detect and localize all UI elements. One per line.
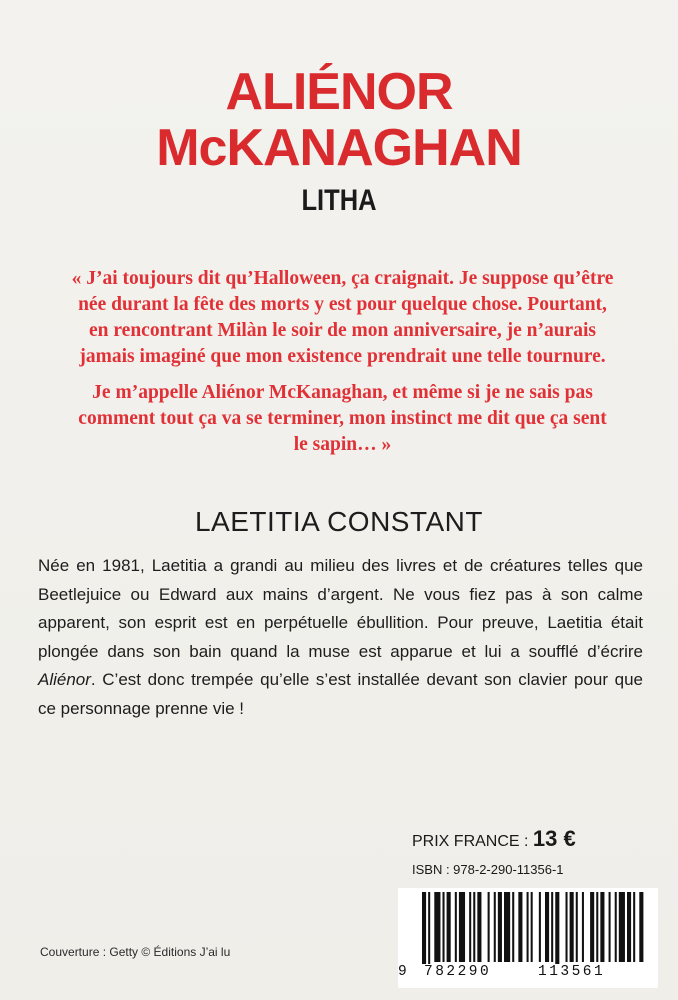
barcode-group-1: 782290 [424, 964, 492, 980]
barcode-bar [488, 892, 490, 962]
barcode-bar [609, 892, 611, 962]
bio-author-heading: LAETITIA CONSTANT [194, 506, 484, 537]
barcode-bar [494, 892, 496, 962]
author-bio [38, 552, 643, 724]
barcode-bar [443, 892, 445, 962]
barcode-bar [619, 892, 625, 962]
barcode-bar [518, 892, 522, 962]
price-label: PRIX FRANCE : [412, 833, 533, 850]
barcode-group-2: 113561 [538, 964, 606, 980]
barcode-bar [615, 892, 617, 962]
barcode-bar [428, 892, 430, 964]
cover-credit: Couverture : Getty © Éditions J’ai lu [40, 945, 231, 959]
barcode-bar [596, 892, 598, 962]
barcode-bar [512, 892, 514, 962]
blurb-paragraph-1: « J’ai toujours dit qu’Halloween, ça craignait. Je suppose qu’être née durant la fête des morts y est pour quelque chose. Pourtant, en rencontrant Milàn le soir de mon anniversaire, je n’aurais jamais imaginé que mon existence prendrait une telle tournure. [71, 268, 614, 367]
barcode-bar [555, 892, 559, 964]
barcode-bar [566, 892, 568, 962]
barcode-bar [477, 892, 481, 962]
price-amount: 13 € [532, 826, 576, 851]
barcode-bar [551, 892, 553, 962]
barcode-bar [590, 892, 594, 962]
blurb-quote [70, 266, 615, 468]
bio-text-end: . C’est donc trempée qu’elle s’est installée devant son clavier pour que ce personnage prenne vie ! [38, 670, 643, 718]
author-name-line2: McKANAGHAN [156, 119, 522, 177]
barcode-bar [473, 892, 475, 962]
barcode-bar [498, 892, 502, 962]
barcode-bar [570, 892, 574, 962]
barcode-bar [469, 892, 471, 962]
barcode-bar [600, 892, 604, 962]
barcode-bar [504, 892, 510, 962]
barcode-bar [434, 892, 440, 962]
barcode-bar [627, 892, 631, 962]
barcode-bar [582, 892, 584, 962]
barcode-bar [545, 892, 549, 962]
barcode-bar [455, 892, 457, 962]
barcode-bar [539, 892, 541, 962]
bio-book-name: Aliénor [38, 670, 91, 690]
barcode-bar [531, 892, 533, 962]
isbn-number: ISBN : 978-2-290-11356-1 [412, 862, 564, 877]
barcode-bar [527, 892, 529, 962]
book-title: LITHA [301, 184, 377, 217]
author-name-line1: ALIÉNOR [225, 63, 453, 121]
barcode-bar [576, 892, 578, 962]
barcode-bar [639, 892, 643, 962]
barcode [398, 888, 658, 988]
barcode-digit-first: 9 [398, 964, 410, 980]
bio-text-start: Née en 1981, Laetitia a grandi au milieu des livres et de créatures telles que Beetlejuice ou Edward aux mains d’argent. Ne vous fiez pas à son calme apparent, son esprit est en perpétuelle ébullition. Pour preuve, Laetitia était plongée dans son bain quand la muse est apparue et lui a soufflé d’écrire [38, 556, 643, 661]
barcode-bar [447, 892, 451, 962]
blurb-paragraph-2: Je m’appelle Aliénor McKanaghan, et même si je ne sais pas comment tout ça va se terminer, mon instinct me dit que ça sent le sapin… » [78, 382, 607, 455]
barcode-bar [633, 892, 635, 962]
barcode-bars [412, 892, 647, 964]
price-line [412, 826, 662, 852]
barcode-bar [459, 892, 465, 962]
barcode-bar [422, 892, 426, 964]
